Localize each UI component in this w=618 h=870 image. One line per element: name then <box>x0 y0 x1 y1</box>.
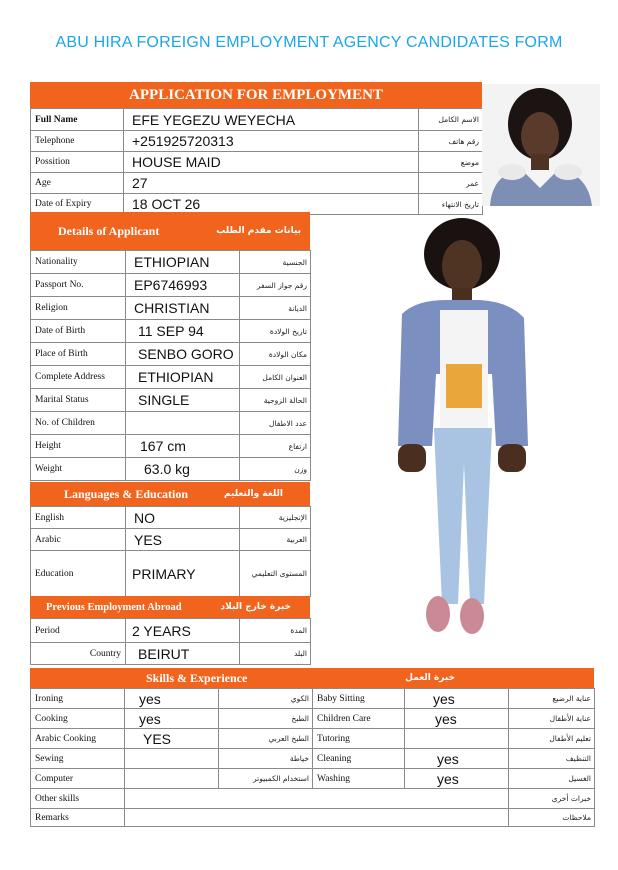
computer-ar-label: استخدام الكمبيوتر <box>219 769 313 789</box>
english-value: NO <box>126 507 240 529</box>
table-row <box>31 529 311 551</box>
table-row <box>31 458 311 481</box>
education-label: Education <box>31 551 126 597</box>
details-title: Details of Applicant <box>58 223 160 238</box>
english-label: English <box>31 507 126 529</box>
children-ar-label: عدد الاطفال <box>240 412 311 435</box>
telephone-value: +251925720313 <box>124 131 419 152</box>
children-label: No. of Children <box>31 412 126 435</box>
period-ar-label: المدة <box>240 619 311 643</box>
sewing-label: Sewing <box>31 749 125 769</box>
table-row <box>31 173 483 194</box>
cooking-value: yes <box>125 709 219 729</box>
arabic-cooking-value: YES <box>125 729 219 749</box>
height-ar-label: ارتفاع <box>240 435 311 458</box>
skills-table <box>30 688 595 827</box>
nationality-ar-label: الجنسية <box>240 251 311 274</box>
portrait-image <box>482 84 600 206</box>
ironing-label: Ironing <box>31 689 125 709</box>
cooking-label: Cooking <box>31 709 125 729</box>
baby-sitting-value: yes <box>405 689 509 709</box>
address-label: Complete Address <box>31 366 126 389</box>
telephone-ar-label: رقم هاتف <box>419 131 483 152</box>
full-name-value: EFE YEGEZU WEYECHA <box>124 109 419 131</box>
ironing-ar-label: الكوي <box>219 689 313 709</box>
marital-ar-label: الحالة الزوجية <box>240 389 311 412</box>
remarks-value <box>125 809 509 827</box>
full-name-ar-label: الاسم الكامل <box>419 109 483 131</box>
dob-ar-label: تاريخ الولادة <box>240 320 311 343</box>
skills-title: Skills & Experience <box>146 670 248 685</box>
table-row <box>31 435 311 458</box>
marital-value: SINGLE <box>126 389 240 412</box>
application-table <box>30 108 483 215</box>
table-row <box>31 251 311 274</box>
table-row <box>31 274 311 297</box>
children-value <box>126 412 240 435</box>
table-row <box>31 689 595 709</box>
previous-title-bar <box>30 596 310 618</box>
passport-value: EP6746993 <box>126 274 240 297</box>
washing-value: yes <box>405 769 509 789</box>
application-title-bar <box>30 82 482 108</box>
age-value: 27 <box>124 173 419 194</box>
other-skills-ar-label: خبرات أخرى <box>509 789 595 809</box>
table-row <box>31 749 595 769</box>
telephone-label: Telephone <box>31 131 124 152</box>
full-body-photo <box>376 214 552 656</box>
sewing-ar-label: خياطة <box>219 749 313 769</box>
period-value: 2 YEARS <box>126 619 240 643</box>
table-row <box>31 709 595 729</box>
computer-label: Computer <box>31 769 125 789</box>
religion-value: CHRISTIAN <box>126 297 240 320</box>
passport-photo <box>482 84 600 206</box>
application-title: APPLICATION FOR EMPLOYMENT <box>129 86 383 103</box>
position-ar-label: موضع <box>419 152 483 173</box>
children-care-label: Children Care <box>313 709 405 729</box>
table-row <box>31 809 595 827</box>
cooking-ar-label: الطبخ <box>219 709 313 729</box>
table-row <box>31 366 311 389</box>
dob-label: Date of Birth <box>31 320 126 343</box>
weight-value: 63.0 kg <box>126 458 240 481</box>
ironing-value: yes <box>125 689 219 709</box>
skills-title-bar <box>30 668 594 688</box>
period-label: Period <box>31 619 126 643</box>
expiry-value: 18 OCT 26 <box>124 194 419 215</box>
education-ar-label: المستوى التعليمي <box>240 551 311 597</box>
arabic-cooking-label: Arabic Cooking <box>31 729 125 749</box>
table-row <box>31 131 483 152</box>
address-ar-label: العنوان الكامل <box>240 366 311 389</box>
table-row <box>31 729 595 749</box>
place-of-birth-value: SENBO GORO <box>126 343 240 366</box>
table-row <box>31 389 311 412</box>
table-row <box>31 152 483 173</box>
previous-title: Previous Employment Abroad <box>46 601 182 613</box>
details-ar-title: بيانات مقدم الطلب <box>216 226 301 236</box>
arabic-cooking-ar-label: الطبخ العربي <box>219 729 313 749</box>
baby-sitting-label: Baby Sitting <box>313 689 405 709</box>
cleaning-label: Cleaning <box>313 749 405 769</box>
children-care-value: yes <box>405 709 509 729</box>
passport-label: Passport No. <box>31 274 126 297</box>
place-of-birth-ar-label: مكان الولادة <box>240 343 311 366</box>
height-value: 167 cm <box>126 435 240 458</box>
age-label: Age <box>31 173 124 194</box>
address-value: ETHIOPIAN <box>126 366 240 389</box>
remarks-ar-label: ملاحظات <box>509 809 595 827</box>
marital-label: Marital Status <box>31 389 126 412</box>
expiry-ar-label: تاريخ الانتهاء <box>419 194 483 215</box>
education-value: PRIMARY <box>126 551 240 597</box>
tutoring-ar-label: تعليم الأطفال <box>509 729 595 749</box>
place-of-birth-label: Place of Birth <box>31 343 126 366</box>
languages-title-bar <box>30 482 310 506</box>
position-label: Possition <box>31 152 124 173</box>
table-row <box>31 109 483 131</box>
tutoring-value <box>405 729 509 749</box>
religion-ar-label: الديانة <box>240 297 311 320</box>
table-row <box>31 789 595 809</box>
skills-ar-title: خبرة العمل <box>405 673 455 683</box>
country-value: BEIRUT <box>126 643 240 665</box>
children-care-ar-label: عناية الأطفال <box>509 709 595 729</box>
cleaning-value: yes <box>405 749 509 769</box>
arabic-ar-label: العربية <box>240 529 311 551</box>
religion-label: Religion <box>31 297 126 320</box>
passport-ar-label: رقم جواز السفر <box>240 274 311 297</box>
table-row <box>31 297 311 320</box>
languages-table <box>30 506 311 597</box>
table-row <box>31 320 311 343</box>
sewing-value <box>125 749 219 769</box>
languages-title: Languages & Education <box>64 486 189 501</box>
previous-table <box>30 618 311 665</box>
english-ar-label: الإنجليزية <box>240 507 311 529</box>
table-row <box>31 769 595 789</box>
expiry-label: Date of Expiry <box>31 194 124 215</box>
full-name-label: Full Name <box>31 109 124 131</box>
table-row <box>31 343 311 366</box>
cleaning-ar-label: التنظيف <box>509 749 595 769</box>
other-skills-label: Other skills <box>31 789 125 809</box>
position-value: HOUSE MAID <box>124 152 419 173</box>
dob-value: 11 SEP 94 <box>126 320 240 343</box>
form-header-title: ABU HIRA FOREIGN EMPLOYMENT AGENCY CANDIDATES FORM <box>55 34 563 51</box>
nationality-value: ETHIOPIAN <box>126 251 240 274</box>
details-title-bar <box>30 212 310 250</box>
tutoring-label: Tutoring <box>313 729 405 749</box>
weight-label: Weight <box>31 458 126 481</box>
washing-label: Washing <box>313 769 405 789</box>
previous-ar-title: خبرة خارج البلاد <box>220 602 291 612</box>
full-body-image <box>376 214 552 656</box>
other-skills-value <box>125 789 509 809</box>
table-row <box>31 643 311 665</box>
arabic-value: YES <box>126 529 240 551</box>
age-ar-label: عمر <box>419 173 483 194</box>
languages-ar-title: اللغة والتعليم <box>223 489 283 499</box>
remarks-label: Remarks <box>31 809 125 827</box>
table-row <box>31 507 311 529</box>
table-row <box>31 412 311 435</box>
height-label: Height <box>31 435 126 458</box>
arabic-label: Arabic <box>31 529 126 551</box>
baby-sitting-ar-label: عناية الرضيع <box>509 689 595 709</box>
table-row <box>31 619 311 643</box>
details-table <box>30 250 311 481</box>
nationality-label: Nationality <box>31 251 126 274</box>
country-label: Country <box>31 643 126 665</box>
weight-ar-label: وزن <box>240 458 311 481</box>
table-row <box>31 551 311 597</box>
computer-value <box>125 769 219 789</box>
country-ar-label: البلد <box>240 643 311 665</box>
washing-ar-label: الغسيل <box>509 769 595 789</box>
